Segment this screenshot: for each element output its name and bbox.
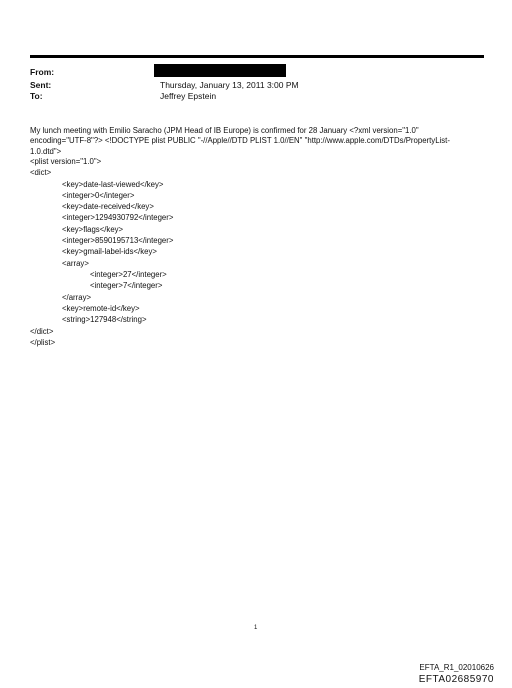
xml-line: <array>: [62, 259, 89, 268]
redaction-bar: [154, 64, 286, 77]
sent-value: Thursday, January 13, 2011 3:00 PM: [160, 80, 299, 90]
bates-stamp-1: EFTA_R1_02010626: [419, 663, 494, 672]
xml-line: <integer>27</integer>: [90, 270, 167, 279]
to-value: Jeffrey Epstein: [160, 91, 217, 101]
header-rule: [30, 55, 484, 58]
xml-line: <integer>7</integer>: [90, 281, 163, 290]
xml-line: <key>flags</key>: [62, 225, 124, 234]
xml-line: <key>date-received</key>: [62, 202, 154, 211]
to-label: To:: [30, 91, 43, 101]
xml-line: <integer>8590195713</integer>: [62, 236, 174, 245]
xml-line: <dict>: [30, 168, 52, 177]
sent-label: Sent:: [30, 80, 52, 90]
message-body: My lunch meeting with Emilio Saracho (JPM Head of IB Europe) is confirmed for 28 January <?xml version="1.0" encoding="UTF-8"?> <!DOCTYPE plist PUBLIC "-//Apple//DTD PLIST 1.0//EN" "http://www.apple.com/DTDs/PropertyList-1.0.dtd">: [30, 126, 450, 156]
page-number: 1: [254, 625, 258, 631]
xml-line: <integer>1294930792</integer>: [62, 213, 174, 222]
xml-line: <integer>0</integer>: [62, 191, 135, 200]
xml-line: <key>date-last-viewed</key>: [62, 180, 164, 189]
bates-stamp-2: EFTA02685970: [418, 674, 494, 685]
from-label: From:: [30, 67, 55, 77]
xml-line: <key>remote-id</key>: [62, 304, 140, 313]
xml-line: </dict>: [30, 327, 54, 336]
xml-line: <plist version="1.0">: [30, 157, 102, 166]
xml-line: </array>: [62, 293, 92, 302]
xml-line: <key>gmail-label-ids</key>: [62, 247, 157, 256]
xml-line: </plist>: [30, 338, 56, 347]
xml-line: <string>127948</string>: [62, 315, 147, 324]
